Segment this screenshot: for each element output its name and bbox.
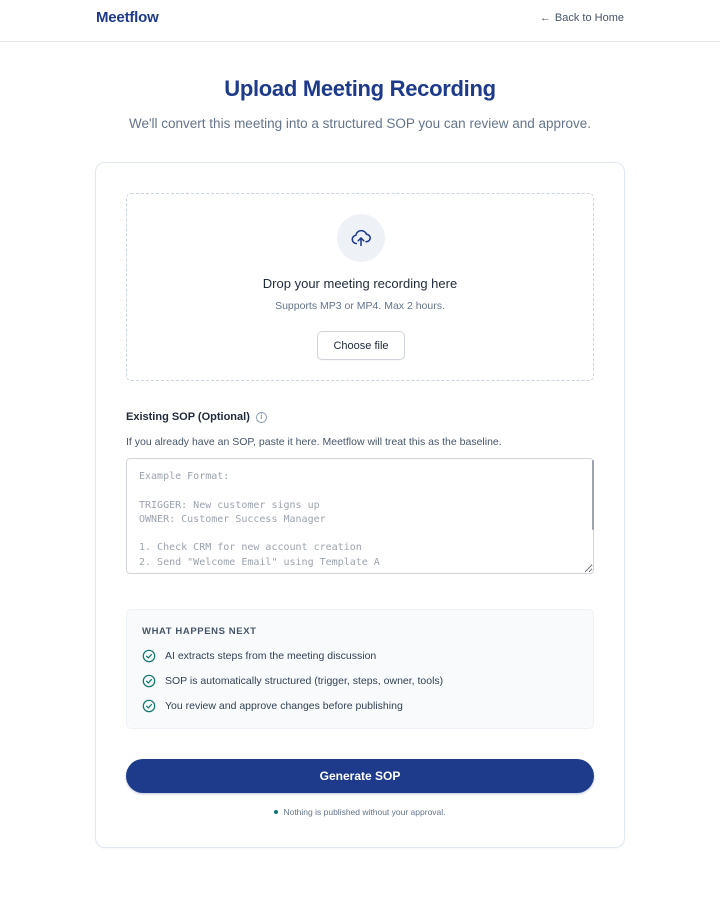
approval-note-text: Nothing is published without your approval. — [283, 807, 446, 817]
info-icon[interactable]: i — [256, 412, 267, 423]
next-step-text: SOP is automatically structured (trigger, steps, owner, tools) — [165, 675, 444, 687]
what-happens-next-title: WHAT HAPPENS NEXT — [142, 626, 257, 637]
existing-sop-label: Existing SOP (Optional) — [126, 411, 250, 423]
back-to-home-label: Back to Home — [554, 12, 624, 24]
list-item — [142, 649, 376, 663]
textarea-scrollbar[interactable] — [592, 460, 594, 530]
list-item — [142, 699, 403, 713]
list-item — [142, 674, 443, 688]
check-circle-icon — [142, 674, 156, 688]
approval-note — [96, 807, 624, 817]
status-dot-icon — [274, 810, 278, 814]
existing-sop-label-row — [126, 411, 267, 423]
brand-logo[interactable]: Meetflow — [96, 9, 159, 26]
upload-card — [95, 162, 625, 848]
top-navbar — [0, 0, 720, 42]
next-step-text: AI extracts steps from the meeting discussion — [165, 650, 377, 662]
what-happens-next-panel — [126, 609, 594, 729]
upload-icon-circle — [337, 214, 385, 262]
generate-sop-button[interactable]: Generate SOP — [126, 759, 594, 793]
existing-sop-help: If you already have an SOP, paste it here. Meetflow will treat this as the baseline. — [126, 436, 502, 448]
upload-dropzone[interactable] — [126, 193, 594, 381]
choose-file-button[interactable]: Choose file — [317, 331, 405, 360]
next-step-text: You review and approve changes before publishing — [165, 700, 403, 712]
existing-sop-textarea[interactable] — [126, 458, 594, 574]
back-to-home-link[interactable] — [540, 12, 624, 24]
arrow-left-icon: ← — [539, 12, 551, 24]
page-subtitle: We'll convert this meeting into a structured SOP you can review and approve. — [128, 116, 592, 131]
page-title: Upload Meeting Recording — [224, 76, 496, 101]
dropzone-title: Drop your meeting recording here — [262, 276, 458, 291]
check-circle-icon — [142, 699, 156, 713]
check-circle-icon — [142, 649, 156, 663]
dropzone-hint: Supports MP3 or MP4. Max 2 hours. — [275, 300, 445, 312]
cloud-upload-icon — [350, 227, 372, 249]
